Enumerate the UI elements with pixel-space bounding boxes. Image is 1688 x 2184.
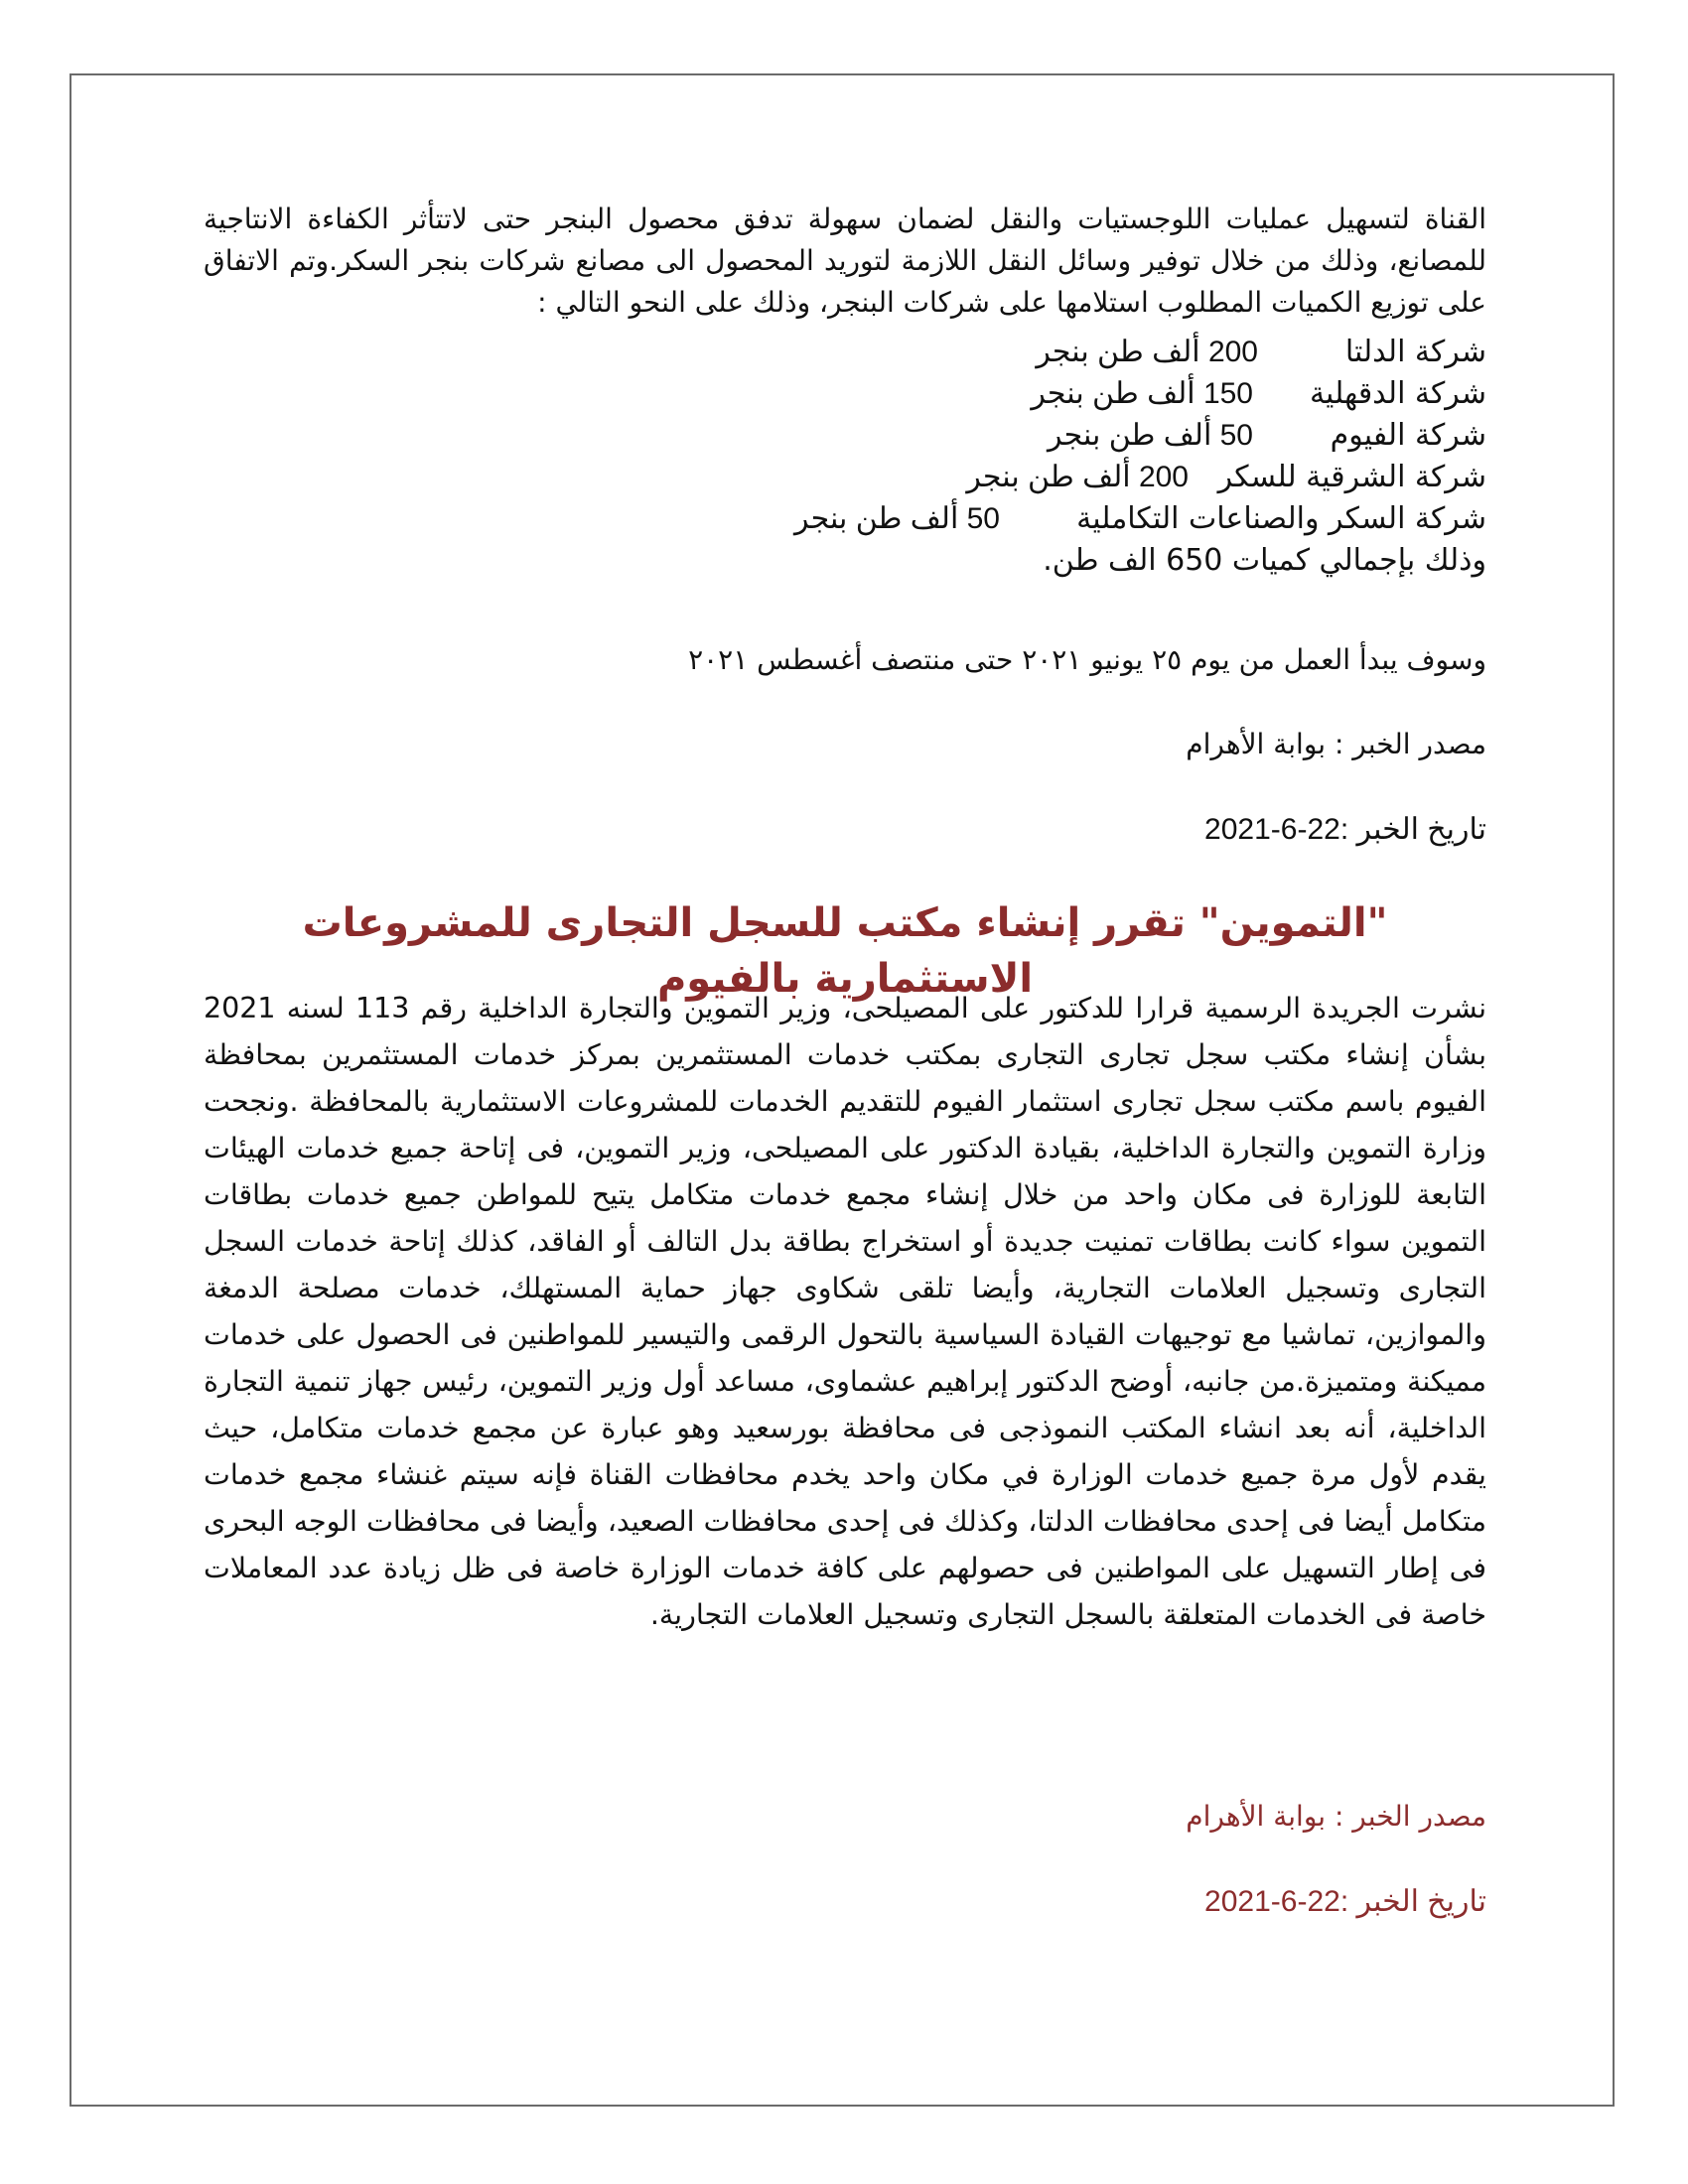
total-text: وذلك بإجمالي كميات 650 الف طن. — [1043, 543, 1486, 578]
news-source: مصدر الخبر : بوابة الأهرام — [1186, 728, 1486, 760]
allocation-row — [204, 332, 1486, 373]
allocation-company: شركة الدقهلية — [1309, 376, 1486, 411]
start-date-line: وسوف يبدأ العمل من يوم ٢٥ يونيو ٢٠٢١ حتى منتصف أغسطس ٢٠٢١ — [688, 643, 1486, 676]
allocation-company: شركة الفيوم — [1330, 418, 1486, 453]
allocation-amount: 200 ألف طن بنجر — [966, 461, 1189, 493]
allocation-amount: 150 ألف طن بنجر — [1031, 377, 1253, 410]
article-body: نشرت الجريدة الرسمية قرارا للدكتور على المصيلحى، وزير التموين والتجارة الداخلية رقم 113 لسنه 2021 بشأن إنشاء مكتب سجل تجارى التجارى بمكتب خدمات المستثمرين بمركز خدمات المستثمرين بمحافظة الفيوم باسم مكتب سجل تجارى استثمار الفيوم للتقديم الخدمات للمشروعات الاستثمارية بالمحافظة .ونجحت وزارة التموين والتجارة الداخلية، بقيادة الدكتور على المصيلحى، وزير التموين، فى إتاحة جميع خدمات الهيئات التابعة للوزارة فى مكان واحد من خلال إنشاء مجمع خدمات متكامل يتيح للمواطن جميع خدمات بطاقات التموين سواء كانت بطاقات تمنيت جديدة أو استخراج بطاقة بدل التالف أو الفاقد، كذلك إتاحة خدمات السجل التجارى وتسجيل العلامات التجارية، وأيضا تلقى شكاوى جهاز حماية المستهلك، خدمات مصلحة الدمغة والموازين، تماشيا مع توجيهات القيادة السياسية بالتحول الرقمى والتيسير للمواطنين فى الحصول على خدمات مميكنة ومتميزة.من جانبه، أوضح الدكتور إبراهيم عشماوى، مساعد أول وزير التموين، رئيس جهاز تنمية التجارة الداخلية، أنه بعد انشاء المكتب النموذجى فى محافظة بورسعيد وهو عبارة عن مجمع خدمات متكامل، حيث يقدم لأول مرة جميع خدمات الوزارة في مكان واحد يخدم محافظات القناة فإنه سيتم غنشاء مجمع خدمات متكامل أيضا فى إحدى محافظات الدلتا، وكذلك فى إحدى محافظات الصعيد، وأيضا فى محافظات الوجه البحرى فى إطار التسهيل على المواطنين فى حصولهم على كافة خدمات الوزارة خاصة فى ظل زيادة عدد المعاملات خاصة فى الخدمات المتعلقة بالسجل التجارى وتسجيل العلامات التجارية. — [204, 992, 1487, 1631]
allocation-row — [204, 457, 1486, 498]
allocation-row — [204, 415, 1486, 457]
intro-paragraph: القناة لتسهيل عمليات اللوجستيات والنقل لضمان سهولة تدفق محصول البنجر حتى لاتتأثر الكفاءة الانتاجية للمصانع، وذلك من خلال توفير وسائل النقل اللازمة لتوريد المحصول الى مصانع شركات بنجر السكر.وتم الاتفاق على توزيع الكميات المطلوب استلامها على شركات البنجر، وذلك على النحو التالي : — [204, 203, 1486, 319]
allocation-company: شركة الشرقية للسكر — [1217, 460, 1486, 494]
news-date: تاريخ الخبر :22-6-2021 — [1204, 813, 1486, 846]
allocation-list — [204, 332, 1486, 582]
allocation-amount: 50 ألف طن بنجر — [1048, 419, 1253, 452]
allocation-amount: 50 ألف طن بنجر — [794, 502, 1000, 535]
allocation-company: شركة الدلتا — [1344, 335, 1486, 369]
allocation-row — [204, 373, 1486, 415]
news-date-2: تاريخ الخبر :22-6-2021 — [1204, 1885, 1486, 1918]
article-headline: "التموين" تقرر إنشاء مكتب للسجل التجارى للمشروعات الاستثمارية بالفيوم — [302, 900, 1388, 1002]
allocation-amount: 200 ألف طن بنجر — [1036, 336, 1258, 368]
total-line — [204, 540, 1486, 582]
news-source-2: مصدر الخبر : بوابة الأهرام — [1186, 1800, 1486, 1833]
allocation-row — [204, 498, 1486, 540]
allocation-company: شركة السكر والصناعات التكاملية — [1076, 501, 1486, 536]
